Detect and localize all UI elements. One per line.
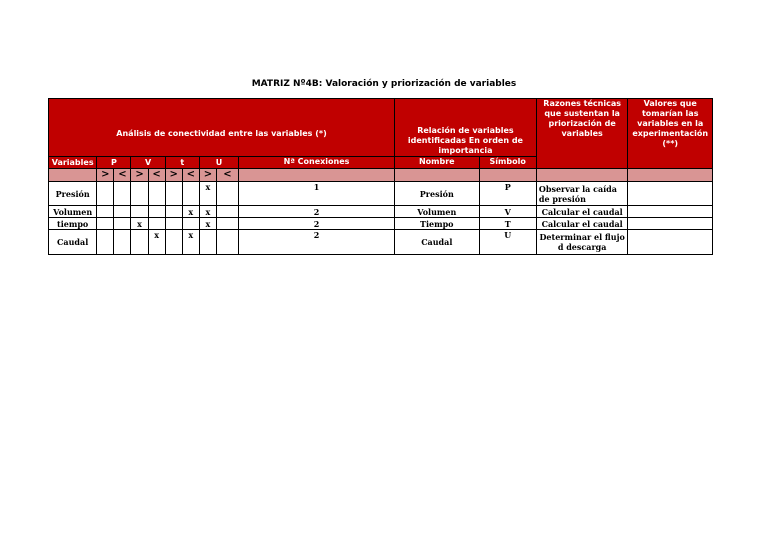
row-razon: Calcular el caudal	[536, 218, 628, 230]
row-connections: 2	[239, 218, 395, 230]
mark-cell	[131, 230, 148, 255]
mark-cell	[148, 218, 165, 230]
valuation-matrix-table	[48, 98, 713, 255]
row-connections: 1	[239, 182, 395, 206]
row-razon: Calcular el caudal	[536, 206, 628, 218]
mark-cell: x	[199, 218, 216, 230]
row-variable: Volumen	[49, 206, 97, 218]
mark-cell: x	[182, 230, 199, 255]
sign-lt: <	[114, 169, 131, 182]
mark-cell	[182, 218, 199, 230]
var-p-header: P	[97, 157, 131, 169]
analysis-header: Análisis de conectividad entre las variables (*)	[49, 99, 395, 157]
empty-cell	[49, 169, 97, 182]
table-row	[49, 206, 713, 218]
row-simbolo: T	[479, 218, 536, 230]
sign-lt: <	[148, 169, 165, 182]
row-nombre: Caudal	[395, 230, 480, 255]
mark-cell	[97, 206, 114, 218]
nombre-header: Nombre	[395, 157, 480, 169]
row-valor	[628, 182, 713, 206]
empty-cell	[628, 169, 713, 182]
empty-cell	[536, 169, 628, 182]
row-connections: 2	[239, 230, 395, 255]
row-razon: Observar la caída de presión	[536, 182, 628, 206]
var-t-header: t	[165, 157, 199, 169]
mark-cell	[216, 230, 238, 255]
mark-cell	[165, 206, 182, 218]
mark-cell	[216, 218, 238, 230]
header-row-main	[49, 99, 713, 157]
document-title: MATRIZ Nº4B: Valoración y priorización de variables	[251, 79, 517, 89]
empty-cell	[395, 169, 480, 182]
row-variable: Caudal	[49, 230, 97, 255]
mark-cell: x	[199, 182, 216, 206]
mark-cell	[114, 218, 131, 230]
mark-cell	[165, 230, 182, 255]
mark-cell	[148, 206, 165, 218]
mark-cell	[114, 182, 131, 206]
sign-gt: >	[131, 169, 148, 182]
mark-cell	[216, 182, 238, 206]
values-header: Valores que tomarían las variables en la experimentación (**)	[628, 99, 713, 169]
table-row	[49, 218, 713, 230]
mark-cell: x	[148, 230, 165, 255]
sign-lt: <	[182, 169, 199, 182]
mark-cell	[97, 182, 114, 206]
row-variable: tiempo	[49, 218, 97, 230]
empty-cell	[239, 169, 395, 182]
mark-cell	[165, 218, 182, 230]
simbolo-header: Símbolo	[479, 157, 536, 169]
row-simbolo: V	[479, 206, 536, 218]
sign-gt: >	[165, 169, 182, 182]
table-row	[49, 182, 713, 206]
row-valor	[628, 230, 713, 255]
mark-cell: x	[131, 218, 148, 230]
mark-cell	[97, 218, 114, 230]
mark-cell	[148, 182, 165, 206]
empty-cell	[479, 169, 536, 182]
reasons-header: Razones técnicas que sustentan la priorización de variables	[536, 99, 628, 169]
row-valor	[628, 218, 713, 230]
row-nombre: Presión	[395, 182, 480, 206]
mark-cell	[216, 206, 238, 218]
row-nombre: Tiempo	[395, 218, 480, 230]
header-row-signs	[49, 169, 713, 182]
row-simbolo: P	[479, 182, 536, 206]
row-valor	[628, 206, 713, 218]
row-variable: Presión	[49, 182, 97, 206]
row-connections: 2	[239, 206, 395, 218]
sign-gt: >	[199, 169, 216, 182]
mark-cell: x	[199, 206, 216, 218]
relation-header: Relación de variables identificadas En orden de importancia	[395, 99, 537, 157]
row-simbolo: U	[479, 230, 536, 255]
mark-cell	[131, 206, 148, 218]
connections-header: Nª Conexiones	[239, 157, 395, 169]
mark-cell	[199, 230, 216, 255]
row-razon: Determinar el flujo d descarga	[536, 230, 628, 255]
variables-label: Variables	[49, 157, 97, 169]
table-row	[49, 230, 713, 255]
var-v-header: V	[131, 157, 165, 169]
sign-lt: <	[216, 169, 238, 182]
mark-cell	[131, 182, 148, 206]
row-nombre: Volumen	[395, 206, 480, 218]
mark-cell	[114, 230, 131, 255]
mark-cell	[114, 206, 131, 218]
sign-gt: >	[97, 169, 114, 182]
mark-cell: x	[182, 206, 199, 218]
mark-cell	[165, 182, 182, 206]
mark-cell	[182, 182, 199, 206]
mark-cell	[97, 230, 114, 255]
var-u-header: U	[199, 157, 238, 169]
